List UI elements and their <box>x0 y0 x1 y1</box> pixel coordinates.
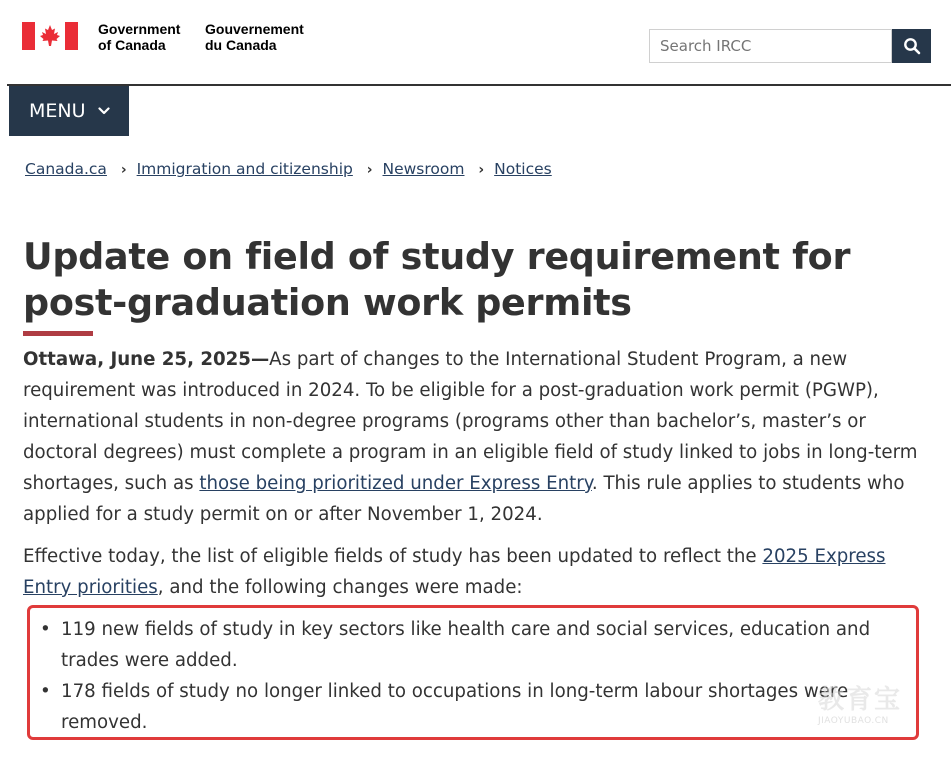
signature-fr-line1: Gouvernement <box>205 21 304 37</box>
intro-text-part1: As part of changes to the International Student Program, a new requirement was introduced in 2024. To be eligible for a post-graduation work permit (PGWP), international students in non-degree programs (programs other than bachelor’s, master’s or doctoral degrees) must complete a program in an eligible field of study linked to jobs in long-term shortages, such as <box>23 349 918 494</box>
title-accent-bar <box>23 331 93 336</box>
signature-fr-line2: du Canada <box>205 37 277 53</box>
government-signature-english <box>98 21 180 53</box>
chevron-right-icon: › <box>366 162 373 178</box>
canada-flag-icon[interactable] <box>22 22 78 50</box>
bullet-icon: • <box>40 619 51 640</box>
dateline: Ottawa, June 25, 2025— <box>23 349 270 370</box>
list-item-text: 178 fields of study no longer linked to occupations in long-term labour shortages were removed. <box>61 681 849 733</box>
list-item <box>23 614 923 676</box>
watermark-text: 教育宝 <box>818 685 903 715</box>
express-entry-priorities-link[interactable]: those being prioritized under Express Entry <box>199 473 592 494</box>
changes-list <box>23 614 923 738</box>
update-paragraph <box>23 541 928 603</box>
search-icon <box>903 37 921 55</box>
search-input[interactable] <box>649 29 892 63</box>
header-divider <box>7 84 951 86</box>
breadcrumb-link-canada[interactable]: Canada.ca <box>25 160 107 178</box>
signature-en-line1: Government <box>98 21 181 37</box>
page-title: Update on field of study requirement for post-graduation work permits <box>23 235 851 324</box>
update-text-part1: Effective today, the list of eligible fields of study has been updated to reflect the <box>23 546 763 567</box>
chevron-down-icon <box>98 107 110 115</box>
menu-button[interactable] <box>9 86 129 136</box>
government-signature-french <box>205 21 304 53</box>
breadcrumb <box>25 160 552 178</box>
express-entry-2025-link[interactable]: 2025 Express Entry priorities <box>23 546 886 598</box>
intro-text-part2: . This rule applies to students who applied for a study permit on or after November 1, 2024. <box>23 473 905 525</box>
search-button[interactable] <box>892 29 931 63</box>
chevron-right-icon: › <box>478 162 485 178</box>
breadcrumb-link-immigration[interactable]: Immigration and citizenship <box>136 160 353 178</box>
update-text-part2: , and the following changes were made: <box>157 577 523 598</box>
watermark-url: JIAOYUBAO.CN <box>818 716 889 726</box>
bullet-icon: • <box>40 681 51 702</box>
list-item-text: 119 new fields of study in key sectors like health care and social services, education and trades were added. <box>61 619 871 671</box>
watermark <box>818 684 936 736</box>
list-item <box>23 676 923 738</box>
site-header <box>0 0 951 86</box>
intro-paragraph <box>23 344 928 530</box>
breadcrumb-link-notices[interactable]: Notices <box>494 160 552 178</box>
breadcrumb-link-newsroom[interactable]: Newsroom <box>382 160 465 178</box>
chevron-right-icon: › <box>120 162 127 178</box>
menu-label: MENU <box>29 100 86 122</box>
signature-en-line2: of Canada <box>98 37 166 53</box>
